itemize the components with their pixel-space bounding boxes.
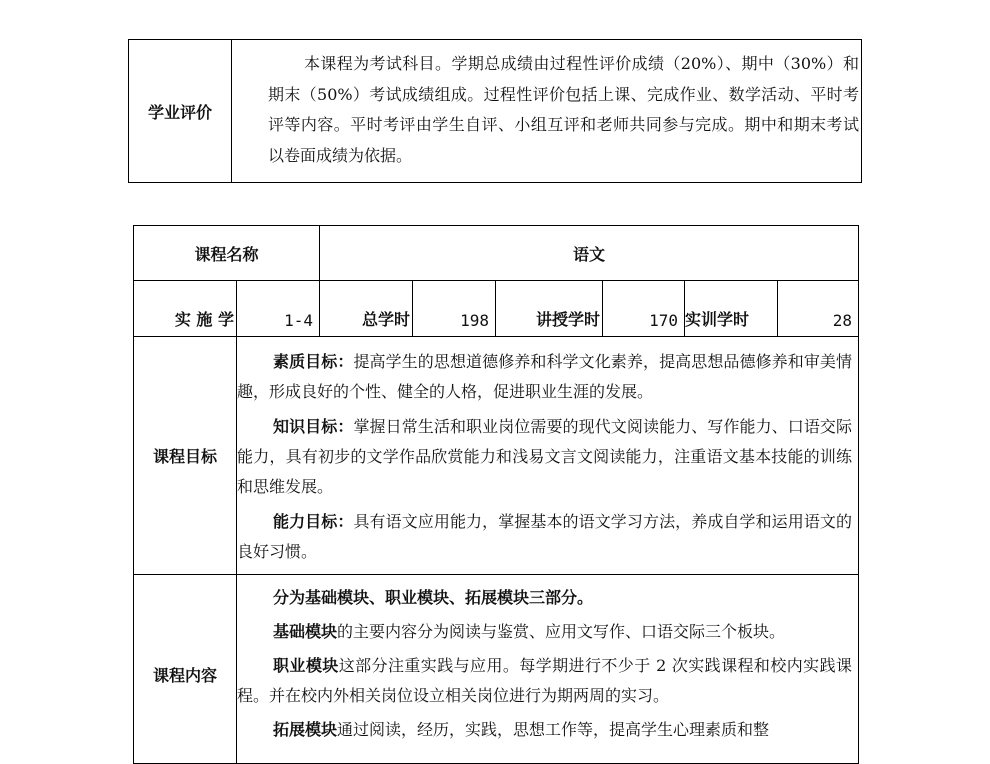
total-hours-value: 198 (413, 281, 496, 337)
goal-quality-text: 提高学生的思想道德修养和科学文化素养，提高思想品德修养和审美情趣，形成良好的个性、健全的人格，促进职业生涯的发展。 (237, 352, 853, 401)
content-extension-text: 通过阅读，经历，实践，思想工作等，提高学生心理素质和整 (337, 720, 770, 739)
content-cell (237, 575, 859, 764)
practice-hours-value: 28 (778, 281, 859, 337)
total-hours-label: 总学时 (320, 281, 413, 337)
content-basic (273, 617, 852, 647)
semester-label: 实 施 学 (134, 281, 237, 337)
content-basic-title: 基础模块 (273, 622, 338, 641)
goal-ability-text: 具有语文应用能力，掌握基本的语文学习方法，养成自学和运用语文的良好习惯。 (237, 512, 853, 561)
content-vocational-text: 这部分注重实践与应用。每学期进行不少于 2 次实践课程和校内实践课程。并在校内外相关岗位设立相关岗位进行为期两周的实习。 (237, 656, 853, 705)
course-name-value: 语文 (320, 226, 859, 281)
content-extension (237, 715, 852, 745)
content-extension-title: 拓展模块 (273, 720, 338, 739)
course-table (133, 225, 859, 764)
assessment-text: 本课程为考试科目。学期总成绩由过程性评价成绩（20%）、期中（30%）和期末（50%）考试成绩组成。过程性评价包括上课、完成作业、数学活动、平时考评等内容。平时考评由学生自评、小组互评和老师共同参与完成。期中和期末考试以卷面成绩为依据。 (268, 54, 859, 165)
goals-cell (237, 337, 859, 575)
assessment-table (128, 39, 862, 183)
goals-label: 课程目标 (134, 337, 237, 575)
semester-value: 1-4 (237, 281, 320, 337)
goal-knowledge-text: 掌握日常生活和职业岗位需要的现代文阅读能力、写作能力、口语交际能力，具有初步的文学作品欣赏能力和浅易文言文阅读能力，注重语文基本技能的训练和思维发展。 (237, 417, 853, 496)
assessment-cell (232, 40, 862, 183)
content-basic-text: 的主要内容分为阅读与鉴赏、应用文写作、口语交际三个板块。 (337, 622, 786, 641)
goal-quality (237, 347, 852, 407)
content-intro: 分为基础模块、职业模块、拓展模块三部分。 (273, 588, 594, 607)
practice-hours-label: 实训学时 (685, 281, 778, 337)
lecture-hours-label: 讲授学时 (496, 281, 603, 337)
goal-quality-title: 素质目标： (273, 352, 354, 371)
content-label: 课程内容 (134, 575, 237, 764)
goal-ability (237, 507, 852, 567)
content-vocational-title: 职业模块 (273, 656, 339, 675)
goal-knowledge (237, 412, 852, 502)
goal-knowledge-title: 知识目标： (273, 417, 354, 436)
content-vocational (237, 651, 852, 711)
lecture-hours-value: 170 (603, 281, 685, 337)
assessment-label: 学业评价 (129, 40, 232, 183)
course-name-label: 课程名称 (134, 226, 320, 281)
goal-ability-title: 能力目标： (273, 512, 354, 531)
